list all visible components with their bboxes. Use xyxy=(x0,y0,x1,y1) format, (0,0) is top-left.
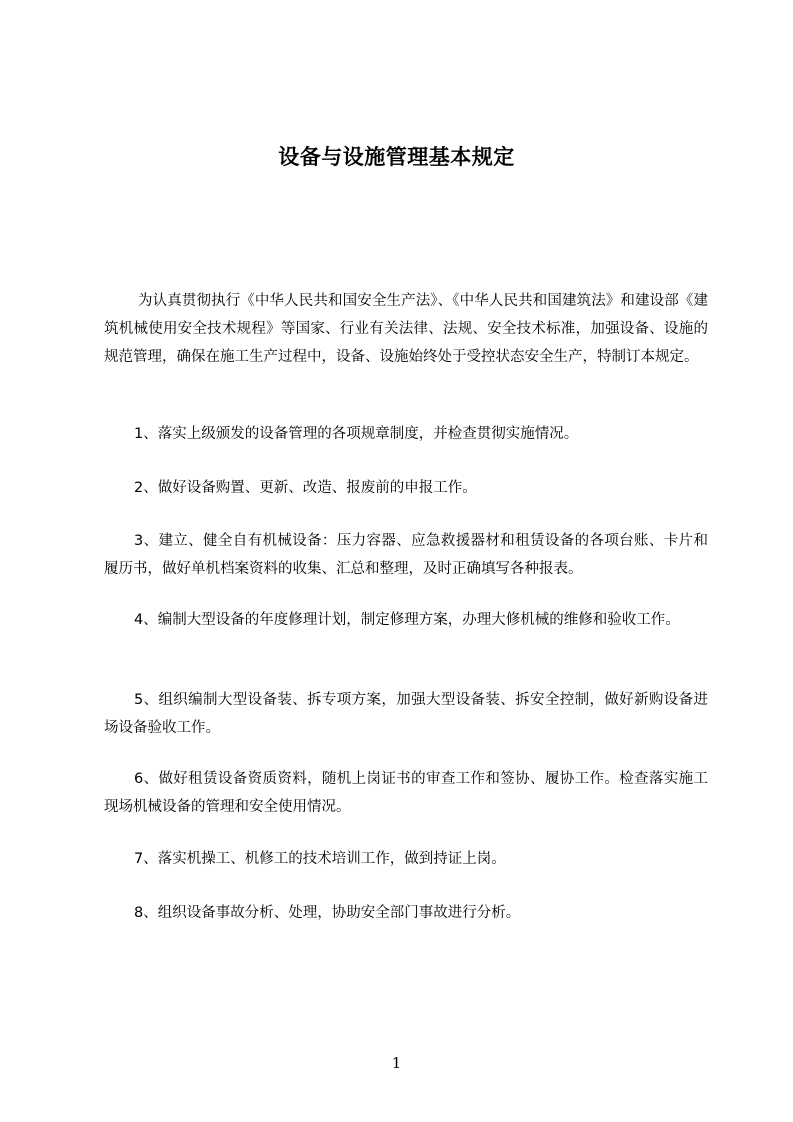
intro-paragraph: 为认真贯彻执行《中华人民共和国安全生产法》、《中华人民共和国建筑法》和建设部《建筑机械使用安全技术规程》等国家、行业有关法律、法规、安全技术标准，加强设备、设施的规范管理，确保在施工生产过程中，设备、设施始终处于受控状态安全生产，特制订本规定。 xyxy=(104,293,708,365)
document-title: 设备与设施管理基本规定 xyxy=(278,145,515,169)
page-number: 1 xyxy=(391,1054,402,1072)
rule-item-1: 1、落实上级颁发的设备管理的各项规章制度，并检查贯彻实施情况。 xyxy=(134,426,579,442)
rule-item-5: 5、组织编制大型设备装、拆专项方案，加强大型设备装、拆安全控制，做好新购设备进场设备验收工作。 xyxy=(104,692,708,736)
rule-item-7: 7、落实机操工、机修工的技术培训工作，做到持证上岗。 xyxy=(134,851,506,867)
rule-item-4: 4、编制大型设备的年度修理计划，制定修理方案，办理大修机械的维修和验收工作。 xyxy=(134,612,680,628)
rule-item-2: 2、做好设备购置、更新、改造、报废前的申报工作。 xyxy=(134,480,477,496)
rule-item-3: 3、建立、健全自有机械设备：压力容器、应急救援器材和租赁设备的各项台账、卡片和履历书，做好单机档案资料的收集、汇总和整理，及时正确填写各种报表。 xyxy=(104,533,708,577)
rule-item-6: 6、做好租赁设备资质资料，随机上岗证书的审查工作和签协、履协工作。检查落实施工现场机械设备的管理和安全使用情况。 xyxy=(104,771,708,815)
rule-item-8: 8、组织设备事故分析、处理，协助安全部门事故进行分析。 xyxy=(134,905,521,921)
